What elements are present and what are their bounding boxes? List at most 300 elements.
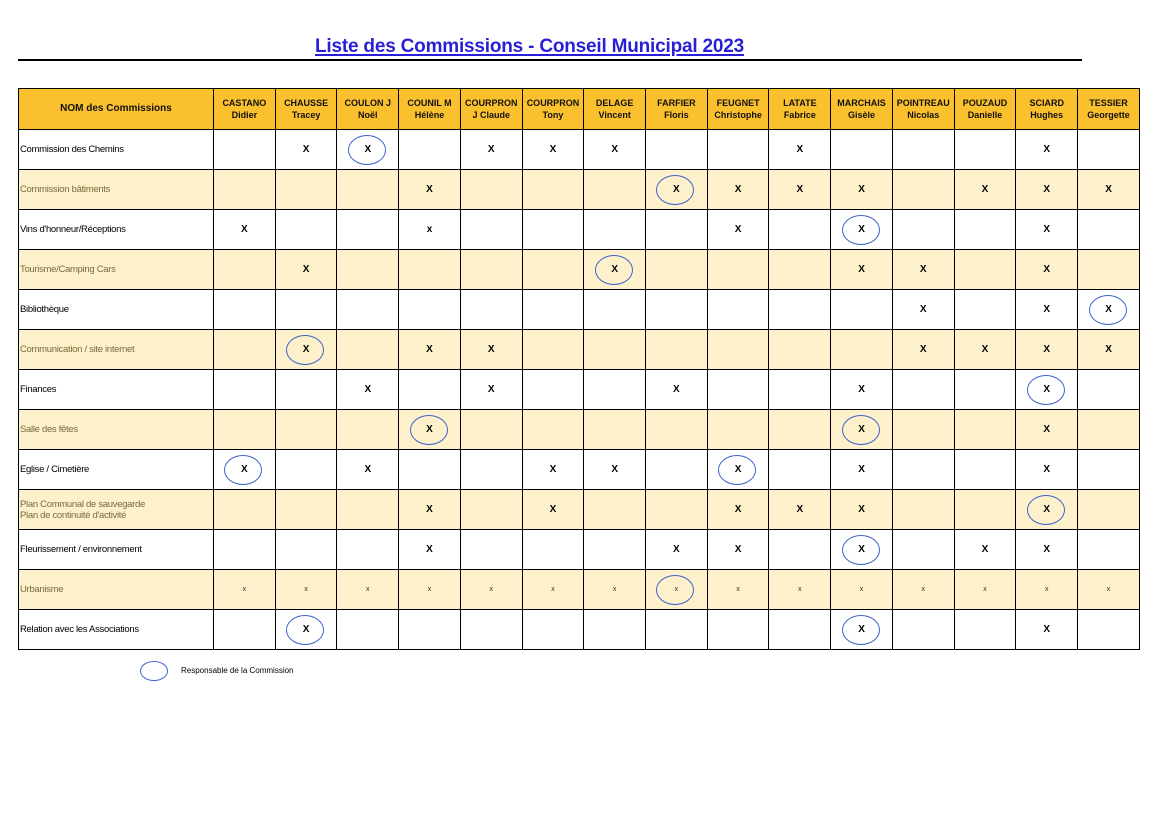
member-surname: SCIARD bbox=[1029, 98, 1064, 108]
membership-cell bbox=[954, 450, 1016, 490]
member-mark: x bbox=[859, 585, 864, 593]
commission-name-text-line2: Plan de continuité d'activité bbox=[20, 509, 127, 521]
membership-cell bbox=[275, 370, 337, 410]
membership-cell bbox=[646, 250, 708, 290]
membership-cell bbox=[954, 210, 1016, 250]
membership-cell bbox=[831, 330, 893, 370]
member-surname: CASTANO bbox=[222, 98, 267, 108]
membership-cell bbox=[1016, 130, 1078, 170]
membership-cell bbox=[214, 290, 276, 330]
membership-cell bbox=[584, 210, 646, 250]
member-surname: COURPRON bbox=[464, 98, 518, 108]
commission-name-text: Tourisme/Camping Cars bbox=[20, 264, 116, 275]
membership-cell bbox=[1016, 370, 1078, 410]
member-mark: X bbox=[1043, 143, 1051, 155]
commission-name-text: Plan Communal de sauvegarde bbox=[20, 498, 145, 510]
membership-cell bbox=[214, 410, 276, 450]
member-firstname: Hughes bbox=[1030, 110, 1064, 120]
membership-cell bbox=[769, 370, 831, 410]
member-surname: DELAGE bbox=[595, 98, 634, 108]
membership-cell bbox=[831, 130, 893, 170]
member-surname: COURPRON bbox=[526, 98, 580, 108]
membership-cell bbox=[337, 130, 399, 170]
membership-cell bbox=[831, 530, 893, 570]
membership-cell bbox=[707, 530, 769, 570]
member-header bbox=[337, 89, 399, 130]
responsible-mark: x bbox=[656, 575, 696, 605]
membership-cell bbox=[646, 450, 708, 490]
membership-cell bbox=[1078, 610, 1140, 650]
membership-cell bbox=[460, 250, 522, 290]
membership-cell bbox=[954, 530, 1016, 570]
membership-cell bbox=[646, 130, 708, 170]
membership-cell bbox=[646, 290, 708, 330]
member-firstname: Christophe bbox=[714, 110, 762, 120]
membership-cell bbox=[584, 570, 646, 610]
commission-name bbox=[19, 250, 214, 290]
membership-cell bbox=[337, 210, 399, 250]
member-mark: X bbox=[981, 543, 989, 555]
membership-cell bbox=[214, 170, 276, 210]
table-row bbox=[19, 210, 1140, 250]
membership-cell bbox=[707, 330, 769, 370]
membership-cell bbox=[399, 130, 461, 170]
member-header bbox=[646, 89, 708, 130]
responsible-mark: X bbox=[718, 455, 758, 485]
membership-cell bbox=[707, 250, 769, 290]
membership-cell bbox=[522, 290, 584, 330]
responsible-mark: X bbox=[842, 535, 882, 565]
membership-cell bbox=[214, 370, 276, 410]
membership-cell bbox=[1078, 250, 1140, 290]
membership-cell bbox=[522, 530, 584, 570]
membership-cell bbox=[707, 370, 769, 410]
membership-cell bbox=[337, 250, 399, 290]
commission-name-text: Vins d'honneur/Réceptions bbox=[20, 224, 126, 235]
membership-cell bbox=[646, 610, 708, 650]
membership-cell bbox=[831, 450, 893, 490]
membership-cell bbox=[954, 170, 1016, 210]
membership-cell bbox=[460, 210, 522, 250]
commission-name-text: Communication / site internet bbox=[20, 344, 135, 355]
membership-cell bbox=[337, 330, 399, 370]
membership-cell bbox=[1078, 530, 1140, 570]
membership-cell bbox=[214, 570, 276, 610]
member-mark: X bbox=[981, 343, 989, 355]
commission-name bbox=[19, 610, 214, 650]
membership-cell bbox=[1078, 290, 1140, 330]
membership-cell bbox=[275, 450, 337, 490]
membership-cell bbox=[892, 210, 954, 250]
member-surname: MARCHAIS bbox=[837, 98, 886, 108]
responsible-mark: X bbox=[348, 135, 388, 165]
membership-cell bbox=[214, 250, 276, 290]
membership-cell bbox=[275, 530, 337, 570]
member-mark: X bbox=[858, 183, 865, 195]
member-mark: X bbox=[611, 463, 618, 475]
member-mark: X bbox=[1043, 263, 1051, 275]
membership-cell bbox=[954, 410, 1016, 450]
member-firstname: Nicolas bbox=[907, 110, 940, 120]
member-header bbox=[769, 89, 831, 130]
responsible-mark: X bbox=[842, 215, 882, 245]
table-row bbox=[19, 530, 1140, 570]
membership-cell bbox=[275, 570, 337, 610]
membership-cell bbox=[707, 410, 769, 450]
membership-cell bbox=[399, 570, 461, 610]
membership-cell bbox=[954, 290, 1016, 330]
header-name-cell: NOM des Commissions bbox=[19, 89, 214, 130]
member-mark: x bbox=[426, 223, 433, 235]
header-row bbox=[19, 89, 1140, 130]
page-title: Liste des Commissions - Conseil Municipal 2023 bbox=[315, 36, 744, 57]
commission-name bbox=[19, 290, 214, 330]
membership-cell bbox=[275, 130, 337, 170]
commission-name-text: Eglise / Cimetière bbox=[20, 464, 90, 475]
commission-name-text: Fleurissement / environnement bbox=[20, 544, 142, 555]
membership-cell bbox=[646, 410, 708, 450]
member-surname: LATATE bbox=[783, 98, 817, 108]
member-mark: X bbox=[1105, 343, 1112, 355]
member-mark: X bbox=[981, 183, 989, 195]
membership-cell bbox=[769, 130, 831, 170]
member-mark: X bbox=[1105, 183, 1112, 195]
membership-cell bbox=[399, 530, 461, 570]
membership-cell bbox=[522, 570, 584, 610]
membership-cell bbox=[954, 570, 1016, 610]
commission-name bbox=[19, 450, 214, 490]
membership-cell bbox=[337, 170, 399, 210]
membership-cell bbox=[1078, 130, 1140, 170]
membership-cell bbox=[707, 610, 769, 650]
member-header bbox=[399, 89, 461, 130]
member-firstname: Hélène bbox=[414, 110, 445, 120]
membership-cell bbox=[1016, 450, 1078, 490]
membership-cell bbox=[1078, 330, 1140, 370]
membership-cell bbox=[584, 490, 646, 530]
member-mark: X bbox=[919, 343, 927, 355]
member-mark: X bbox=[734, 183, 742, 195]
membership-cell bbox=[892, 250, 954, 290]
member-mark: X bbox=[1043, 303, 1051, 315]
membership-cell bbox=[275, 250, 337, 290]
membership-cell bbox=[646, 570, 708, 610]
membership-cell bbox=[337, 370, 399, 410]
membership-cell bbox=[275, 210, 337, 250]
membership-cell bbox=[522, 330, 584, 370]
responsible-mark: X bbox=[286, 615, 326, 645]
membership-cell bbox=[460, 610, 522, 650]
member-mark: x bbox=[551, 585, 555, 593]
member-mark: X bbox=[549, 143, 557, 155]
member-mark: X bbox=[734, 503, 742, 515]
member-mark: X bbox=[1043, 423, 1051, 435]
member-mark: X bbox=[673, 543, 680, 555]
member-header bbox=[584, 89, 646, 130]
member-surname: COUNIL M bbox=[407, 98, 452, 108]
membership-cell bbox=[399, 290, 461, 330]
membership-cell bbox=[769, 610, 831, 650]
membership-cell bbox=[831, 170, 893, 210]
membership-cell bbox=[1016, 610, 1078, 650]
member-surname: COULON J bbox=[344, 98, 392, 108]
membership-cell bbox=[707, 570, 769, 610]
membership-cell bbox=[1078, 170, 1140, 210]
member-mark: X bbox=[1043, 623, 1051, 635]
commission-name-text: Relation avec les Associations bbox=[20, 624, 139, 635]
commission-name-text: Bibliothèque bbox=[20, 304, 69, 315]
membership-cell bbox=[584, 610, 646, 650]
commission-name bbox=[19, 490, 214, 530]
responsible-mark: X bbox=[1027, 495, 1067, 525]
membership-cell bbox=[522, 370, 584, 410]
responsible-mark: X bbox=[656, 175, 696, 205]
membership-cell bbox=[769, 490, 831, 530]
membership-cell bbox=[214, 490, 276, 530]
member-mark: x bbox=[427, 585, 432, 593]
membership-cell bbox=[831, 370, 893, 410]
membership-cell bbox=[584, 410, 646, 450]
membership-cell bbox=[954, 250, 1016, 290]
membership-cell bbox=[954, 330, 1016, 370]
commission-name-text: Commission bâtiments bbox=[20, 184, 111, 195]
member-mark: x bbox=[921, 585, 926, 593]
membership-cell bbox=[522, 450, 584, 490]
member-mark: x bbox=[366, 585, 370, 593]
member-header bbox=[460, 89, 522, 130]
member-mark: X bbox=[919, 303, 927, 315]
member-surname: TESSIER bbox=[1089, 98, 1128, 108]
commission-name bbox=[19, 570, 214, 610]
member-firstname: Gisèle bbox=[848, 110, 876, 120]
member-mark: x bbox=[1044, 585, 1049, 593]
responsible-mark: X bbox=[842, 415, 882, 445]
member-mark: X bbox=[487, 143, 495, 155]
member-mark: x bbox=[736, 585, 740, 593]
membership-cell bbox=[1016, 410, 1078, 450]
member-mark: X bbox=[734, 543, 742, 555]
membership-cell bbox=[460, 530, 522, 570]
membership-cell bbox=[337, 450, 399, 490]
membership-cell bbox=[892, 490, 954, 530]
membership-cell bbox=[1016, 490, 1078, 530]
member-mark: X bbox=[487, 343, 495, 355]
membership-cell bbox=[646, 330, 708, 370]
membership-cell bbox=[399, 370, 461, 410]
membership-cell bbox=[769, 210, 831, 250]
membership-cell bbox=[214, 210, 276, 250]
membership-cell bbox=[1078, 490, 1140, 530]
member-mark: X bbox=[858, 383, 865, 395]
commission-name bbox=[19, 410, 214, 450]
member-mark: X bbox=[302, 143, 310, 155]
membership-cell bbox=[337, 530, 399, 570]
table-row bbox=[19, 370, 1140, 410]
membership-cell bbox=[275, 410, 337, 450]
membership-cell bbox=[707, 290, 769, 330]
membership-cell bbox=[892, 170, 954, 210]
table-row bbox=[19, 170, 1140, 210]
member-header bbox=[275, 89, 337, 130]
member-mark: X bbox=[549, 503, 557, 515]
member-header bbox=[1078, 89, 1140, 130]
member-mark: X bbox=[426, 343, 433, 355]
membership-cell bbox=[584, 170, 646, 210]
membership-cell bbox=[1078, 210, 1140, 250]
member-header bbox=[214, 89, 276, 130]
commissions-table bbox=[18, 88, 1140, 650]
member-mark: X bbox=[487, 383, 495, 395]
table-body bbox=[19, 130, 1140, 650]
membership-cell bbox=[707, 210, 769, 250]
membership-cell bbox=[892, 570, 954, 610]
member-header bbox=[522, 89, 584, 130]
membership-cell bbox=[337, 490, 399, 530]
responsible-mark: X bbox=[842, 615, 882, 645]
member-mark: X bbox=[426, 543, 433, 555]
membership-cell bbox=[646, 210, 708, 250]
responsible-mark: X bbox=[286, 335, 326, 365]
commission-name bbox=[19, 170, 214, 210]
commission-name bbox=[19, 530, 214, 570]
member-mark: x bbox=[798, 585, 802, 593]
membership-cell bbox=[831, 490, 893, 530]
membership-cell bbox=[831, 610, 893, 650]
membership-cell bbox=[1016, 170, 1078, 210]
member-header bbox=[1016, 89, 1078, 130]
membership-cell bbox=[1016, 330, 1078, 370]
member-mark: X bbox=[549, 463, 557, 475]
table-row bbox=[19, 290, 1140, 330]
member-firstname: Vincent bbox=[598, 110, 631, 120]
membership-cell bbox=[584, 130, 646, 170]
member-firstname: Noël bbox=[358, 110, 378, 120]
table-row bbox=[19, 570, 1140, 610]
member-mark: x bbox=[983, 585, 987, 593]
membership-cell bbox=[460, 330, 522, 370]
membership-cell bbox=[1078, 370, 1140, 410]
membership-cell bbox=[892, 330, 954, 370]
table-row bbox=[19, 250, 1140, 290]
table-row bbox=[19, 450, 1140, 490]
member-mark: X bbox=[364, 383, 372, 395]
member-mark: X bbox=[796, 503, 804, 515]
membership-cell bbox=[214, 530, 276, 570]
membership-cell bbox=[399, 250, 461, 290]
commission-name-text: Urbanisme bbox=[20, 584, 64, 595]
membership-cell bbox=[892, 450, 954, 490]
membership-cell bbox=[1016, 290, 1078, 330]
membership-cell bbox=[1078, 450, 1140, 490]
membership-cell bbox=[214, 330, 276, 370]
membership-cell bbox=[1078, 570, 1140, 610]
membership-cell bbox=[275, 610, 337, 650]
membership-cell bbox=[769, 170, 831, 210]
membership-cell bbox=[769, 570, 831, 610]
membership-cell bbox=[275, 330, 337, 370]
member-mark: X bbox=[1043, 343, 1051, 355]
membership-cell bbox=[214, 610, 276, 650]
membership-cell bbox=[584, 330, 646, 370]
membership-cell bbox=[831, 250, 893, 290]
member-surname: FARFIER bbox=[657, 98, 696, 108]
member-mark: X bbox=[1043, 543, 1051, 555]
commission-name-text: Finances bbox=[20, 384, 57, 395]
member-mark: x bbox=[1106, 585, 1111, 593]
membership-cell bbox=[831, 210, 893, 250]
membership-cell bbox=[399, 330, 461, 370]
membership-cell bbox=[460, 370, 522, 410]
membership-cell bbox=[337, 290, 399, 330]
membership-cell bbox=[646, 530, 708, 570]
membership-cell bbox=[892, 130, 954, 170]
responsible-mark: X bbox=[595, 255, 635, 285]
membership-cell bbox=[892, 370, 954, 410]
member-firstname: J Claude bbox=[472, 110, 510, 120]
membership-cell bbox=[769, 410, 831, 450]
membership-cell bbox=[892, 410, 954, 450]
member-mark: X bbox=[364, 463, 372, 475]
table-row bbox=[19, 610, 1140, 650]
membership-cell bbox=[460, 450, 522, 490]
member-mark: x bbox=[489, 585, 493, 593]
membership-cell bbox=[399, 490, 461, 530]
member-surname: POUZAUD bbox=[962, 98, 1008, 108]
membership-cell bbox=[460, 130, 522, 170]
member-surname: POINTREAU bbox=[896, 98, 950, 108]
membership-cell bbox=[522, 610, 584, 650]
membership-cell bbox=[214, 450, 276, 490]
member-firstname: Tony bbox=[542, 110, 564, 120]
membership-cell bbox=[460, 410, 522, 450]
member-firstname: Georgette bbox=[1087, 110, 1130, 120]
membership-cell bbox=[584, 250, 646, 290]
member-mark: X bbox=[858, 463, 865, 475]
membership-cell bbox=[1016, 530, 1078, 570]
membership-cell bbox=[584, 530, 646, 570]
commission-name-text: Commission des Chemins bbox=[20, 144, 124, 155]
membership-cell bbox=[214, 130, 276, 170]
membership-cell bbox=[275, 170, 337, 210]
membership-cell bbox=[399, 170, 461, 210]
membership-cell bbox=[584, 370, 646, 410]
membership-cell bbox=[646, 170, 708, 210]
commission-name bbox=[19, 210, 214, 250]
commission-name bbox=[19, 330, 214, 370]
membership-cell bbox=[522, 250, 584, 290]
table-row bbox=[19, 330, 1140, 370]
membership-cell bbox=[954, 490, 1016, 530]
member-mark: x bbox=[304, 585, 308, 593]
membership-cell bbox=[275, 290, 337, 330]
member-mark: X bbox=[796, 143, 804, 155]
commission-name-text: Salle des fêtes bbox=[20, 424, 78, 435]
membership-cell bbox=[892, 290, 954, 330]
member-firstname: Danielle bbox=[967, 110, 1003, 120]
title-rule bbox=[18, 59, 1082, 61]
membership-cell bbox=[954, 610, 1016, 650]
membership-cell bbox=[337, 610, 399, 650]
responsible-mark: X bbox=[410, 415, 450, 445]
membership-cell bbox=[769, 450, 831, 490]
membership-cell bbox=[460, 170, 522, 210]
membership-cell bbox=[769, 330, 831, 370]
responsible-circle-icon bbox=[140, 661, 168, 681]
member-mark: X bbox=[796, 183, 804, 195]
membership-cell bbox=[892, 610, 954, 650]
membership-cell bbox=[522, 170, 584, 210]
membership-cell bbox=[954, 370, 1016, 410]
